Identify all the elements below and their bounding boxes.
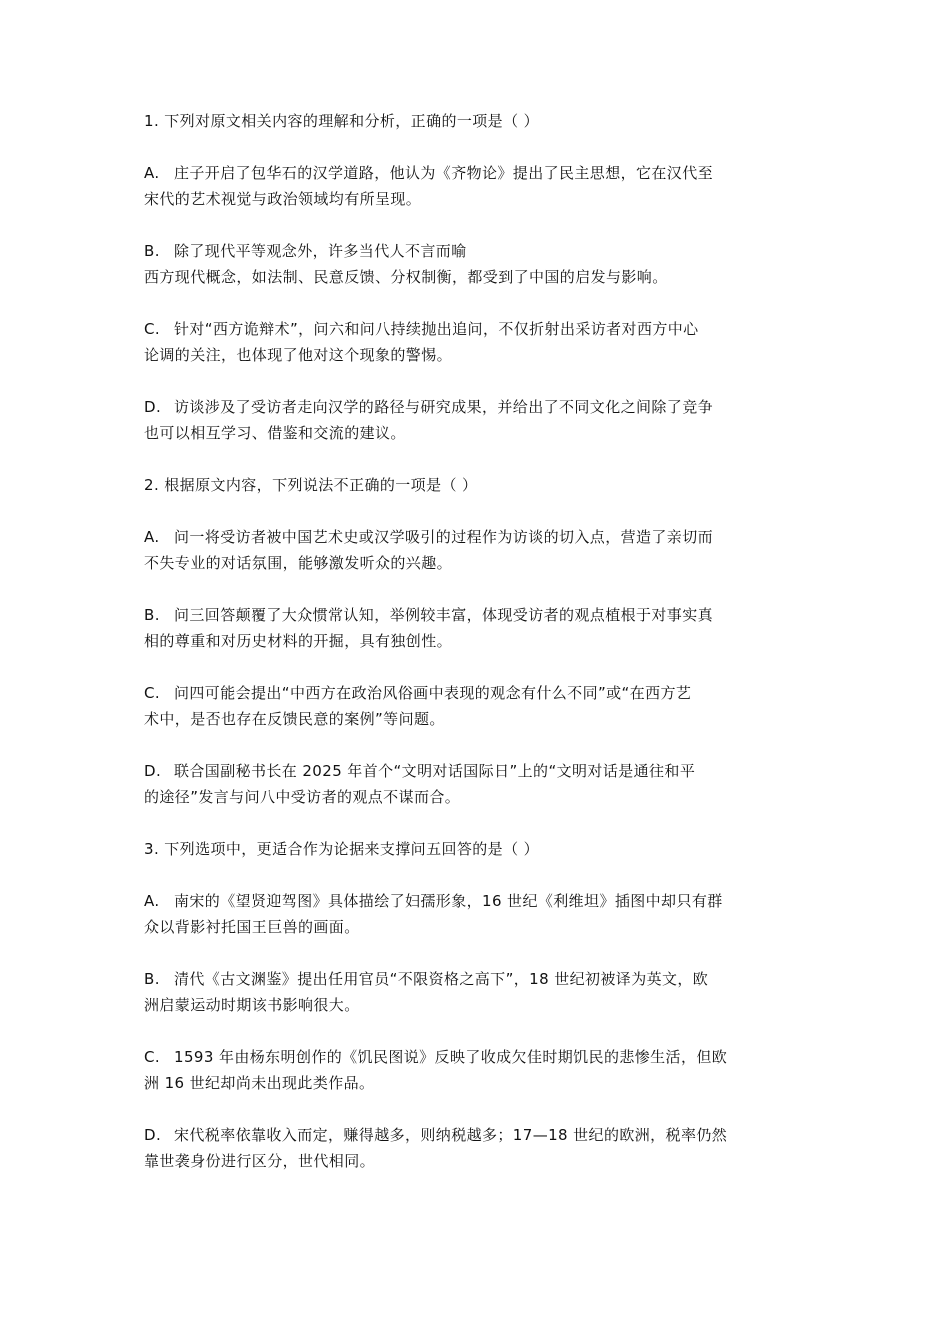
option-text-continued: 靠世袭身份进行区分，世代相同。	[144, 1152, 376, 1170]
option-b	[144, 238, 808, 290]
question-stem: 3. 下列选项中，更适合作为论据来支撑问五回答的是（ ）	[144, 840, 540, 858]
option-letter: A.	[144, 528, 160, 546]
option-a	[144, 888, 808, 940]
option-letter: B.	[144, 606, 160, 624]
option-text-continued: 宋代的艺术视觉与政治领域均有所呈现。	[144, 190, 422, 208]
option-text: 问四可能会提出“中西方在政治风俗画中表现的观念有什么不同”或“在西方艺	[174, 684, 692, 702]
option-text: 访谈涉及了受访者走向汉学的路径与研究成果，并给出了不同文化之间除了竞争	[174, 398, 714, 416]
option-d	[144, 394, 808, 446]
option-c	[144, 316, 808, 368]
option-text: 针对“西方诡辩术”，问六和问八持续抛出追问，不仅折射出采访者对西方中心	[174, 320, 699, 338]
option-text: 清代《古文渊鉴》提出任用官员“不限资格之高下”，18 世纪初被译为英文，欧	[174, 970, 709, 988]
option-text: 宋代税率依靠收入而定，赚得越多，则纳税越多；17—18 世纪的欧洲，税率仍然	[174, 1126, 728, 1144]
option-text: 联合国副秘书长在 2025 年首个“文明对话国际日”上的“文明对话是通往和平	[174, 762, 696, 780]
question-stem: 2. 根据原文内容，下列说法不正确的一项是（ ）	[144, 476, 478, 494]
option-b	[144, 602, 808, 654]
option-text: 除了现代平等观念外，许多当代人不言而喻	[174, 242, 467, 260]
document-page	[144, 108, 808, 1200]
option-text-continued: 的途径”发言与问八中受访者的观点不谋而合。	[144, 788, 461, 806]
option-text-continued: 西方现代概念，如法制、民意反馈、分权制衡，都受到了中国的启发与影响。	[144, 268, 668, 286]
option-text-continued: 论调的关注，也体现了他对这个现象的警惕。	[144, 346, 453, 364]
option-letter: B.	[144, 970, 160, 988]
option-a	[144, 160, 808, 212]
option-a	[144, 524, 808, 576]
option-letter: C.	[144, 684, 161, 702]
question-2	[144, 472, 808, 810]
option-c	[144, 1044, 808, 1096]
option-letter: A.	[144, 164, 160, 182]
option-b	[144, 966, 808, 1018]
option-text: 庄子开启了包华石的汉学道路，他认为《齐物论》提出了民主思想，它在汉代至	[174, 164, 714, 182]
option-letter: C.	[144, 1048, 161, 1066]
option-text-continued: 不失专业的对话氛围，能够激发听众的兴趣。	[144, 554, 453, 572]
option-text: 1593 年由杨东明创作的《饥民图说》反映了收成欠佳时期饥民的悲惨生活，但欧	[174, 1048, 728, 1066]
option-text-continued: 术中，是否也存在反馈民意的案例”等问题。	[144, 710, 445, 728]
option-letter: D.	[144, 762, 162, 780]
option-d	[144, 758, 808, 810]
option-letter: C.	[144, 320, 161, 338]
option-letter: D.	[144, 398, 162, 416]
option-text: 问三回答颠覆了大众惯常认知，举例较丰富，体现受访者的观点植根于对事实真	[174, 606, 714, 624]
question-stem: 1. 下列对原文相关内容的理解和分析，正确的一项是（ ）	[144, 112, 540, 130]
question-1	[144, 108, 808, 446]
option-d	[144, 1122, 808, 1174]
question-3	[144, 836, 808, 1174]
option-text-continued: 相的尊重和对历史材料的开掘，具有独创性。	[144, 632, 453, 650]
option-letter: D.	[144, 1126, 162, 1144]
option-letter: B.	[144, 242, 160, 260]
option-text-continued: 也可以相互学习、借鉴和交流的建议。	[144, 424, 406, 442]
option-c	[144, 680, 808, 732]
option-text: 问一将受访者被中国艺术史或汉学吸引的过程作为访谈的切入点，营造了亲切而	[174, 528, 714, 546]
option-text: 南宋的《望贤迎驾图》具体描绘了妇孺形象，16 世纪《利维坦》插图中却只有群	[174, 892, 723, 910]
option-text-continued: 洲启蒙运动时期该书影响很大。	[144, 996, 360, 1014]
option-text-continued: 众以背影衬托国王巨兽的画面。	[144, 918, 360, 936]
option-letter: A.	[144, 892, 160, 910]
option-text-continued: 洲 16 世纪却尚未出现此类作品。	[144, 1074, 375, 1092]
